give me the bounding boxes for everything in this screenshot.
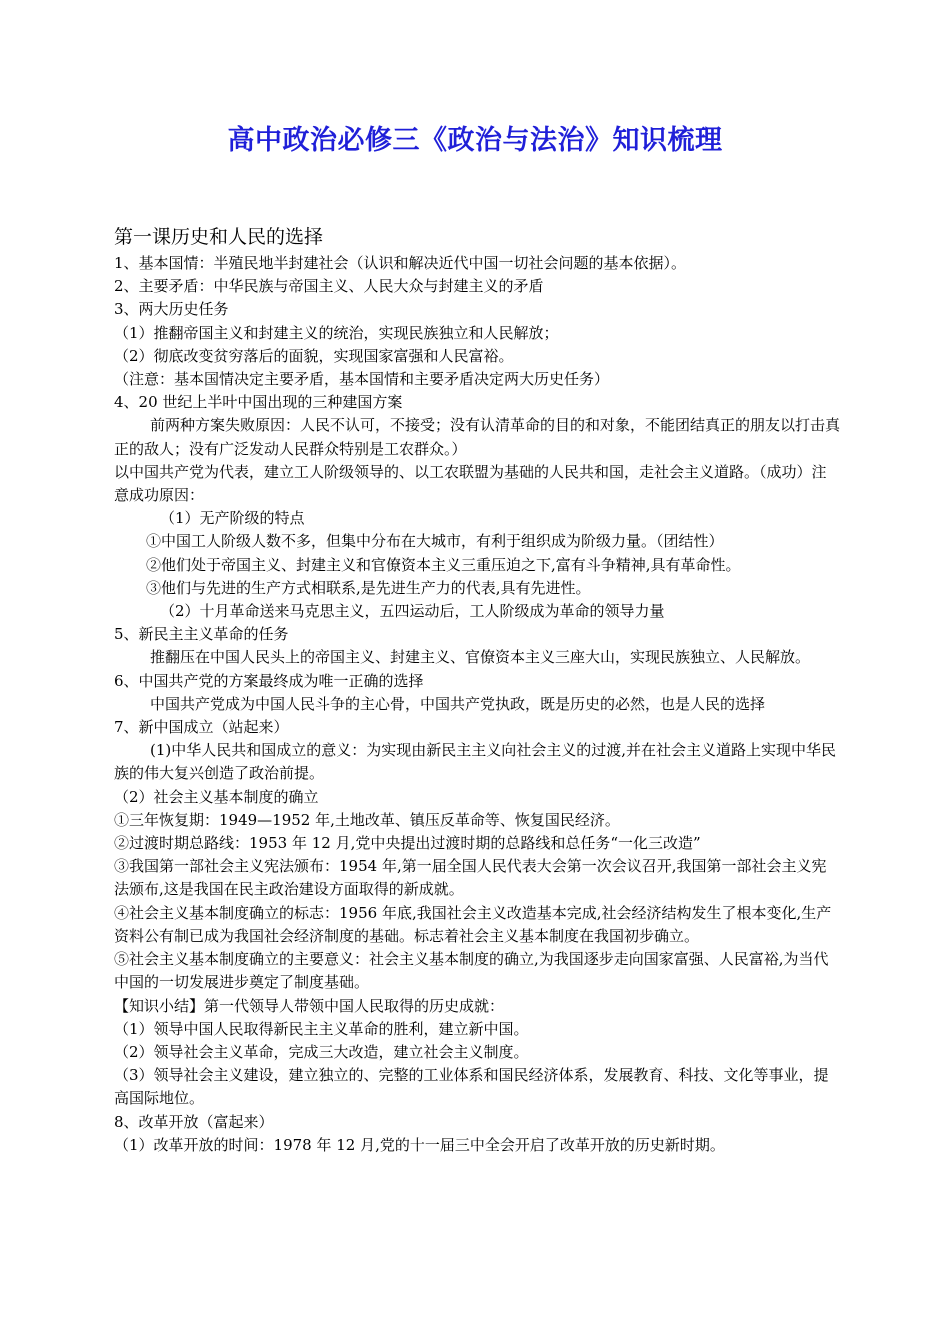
paragraph: 6、中国共产党的方案最终成为唯一正确的选择 [114,671,424,690]
paragraph: 1、基本国情：半殖民地半封建社会（认识和解决近代中国一切社会问题的基本依据）。 [114,254,687,272]
paragraph: (1)中华人民共和国成立的意义：为实现由新民主主义向社会主义的过渡,并在社会主义道路上实现中华民族的伟大复兴创造了政治前提。 [114,741,837,783]
paragraph: （1）领导中国人民取得新民主主义革命的胜利，建立新中国。 [114,1019,529,1038]
document-body [114,222,840,1157]
paragraph: 【知识小结】第一代领导人带领中国人民取得的历史成就： [114,996,505,1015]
paragraph: 8、改革开放（富起来） [114,1112,274,1131]
paragraph: （3）领导社会主义建设，建立独立的、完整的工业体系和国民经济体系，发展教育、科技、文化等事业，提高国际地位。 [114,1066,829,1108]
paragraph: （1）推翻帝国主义和封建主义的统治，实现民族独立和人民解放； [114,323,559,342]
paragraph: ③我国第一部社会主义宪法颁布：1954 年,第一届全国人民代表大会第一次会议召开,我国第一部社会主义宪法颁布,这是我国在民主政治建设方面取得的新成就。 [114,857,827,899]
paragraph: 2、主要矛盾：中华民族与帝国主义、人民大众与封建主义的矛盾 [114,277,544,296]
paragraph: （2）十月革命送来马克思主义，五四运动后，工人阶级成为革命的领导力量 [160,602,665,621]
paragraph: 以中国共产党为代表，建立工人阶级领导的、以工农联盟为基础的人民共和国，走社会主义道路。（成功）注意成功原因： [114,462,827,505]
paragraph: ②过渡时期总路线：1953 年 12 月,党中央提出过渡时期的总路线和总任务“一化三改造” [114,834,701,853]
paragraph: （1）无产阶级的特点 [160,509,305,528]
paragraph: ①三年恢复期：1949—1952 年,土地改革、镇压反革命等、恢复国民经济。 [114,810,620,829]
paragraph: 推翻压在中国人民头上的帝国主义、封建主义、官僚资本主义三座大山，实现民族独立、人民解放。 [150,648,811,667]
paragraph: ②他们处于帝国主义、封建主义和官僚资本主义三重压迫之下,富有斗争精神,具有革命性。 [146,555,741,574]
paragraph: （2）彻底改变贫穷落后的面貌，实现国家富强和人民富裕。 [114,346,514,365]
paragraph: 3、两大历史任务 [114,300,229,319]
paragraph: ④社会主义基本制度确立的标志：1956 年底,我国社会主义改造基本完成,社会经济结构发生了根本变化,生产资料公有制已成为我国社会经济制度的基础。标志着社会主义基本制度在我国初步确立。 [114,903,832,945]
paragraph: （2）社会主义基本制度的确立 [114,787,319,806]
paragraph: 5、新民主主义革命的任务 [114,625,289,644]
paragraph: （2）领导社会主义革命，完成三大改造，建立社会主义制度。 [114,1042,529,1061]
paragraph: 中国共产党成为中国人民斗争的主心骨，中国共产党执政，既是历史的必然，也是人民的选择 [150,694,766,713]
paragraph: ③他们与先进的生产方式相联系,是先进生产力的代表,具有先进性。 [146,578,591,597]
paragraph: （注意：基本国情决定主要矛盾，基本国情和主要矛盾决定两大历史任务） [114,370,610,389]
paragraph: 7、新中国成立（站起来） [114,718,289,737]
paragraph: ⑤社会主义基本制度确立的主要意义：社会主义基本制度的确立,为我国逐步走向国家富强、人民富裕,为当代中国的一切发展进步奠定了制度基础。 [114,950,829,992]
paragraph: （1）改革开放的时间：1978 年 12 月,党的十一届三中全会开启了改革开放的历史新时期。 [114,1135,725,1154]
paragraph: ①中国工人阶级人数不多，但集中分布在大城市，有利于组织成为阶级力量。（团结性） [146,532,724,551]
paragraph: 前两种方案失败原因：人民不认可，不接受；没有认清革命的目的和对象，不能团结真正的朋友以打击真正的敌人；没有广泛发动人民群众特别是工农群众。） [114,416,841,458]
lesson-heading: 第一课历史和人民的选择 [114,226,324,248]
paragraph: 4、20 世纪上半叶中国出现的三种建国方案 [114,393,403,412]
document-title: 高中政治必修三《政治与法治》知识梳理 [227,125,723,156]
